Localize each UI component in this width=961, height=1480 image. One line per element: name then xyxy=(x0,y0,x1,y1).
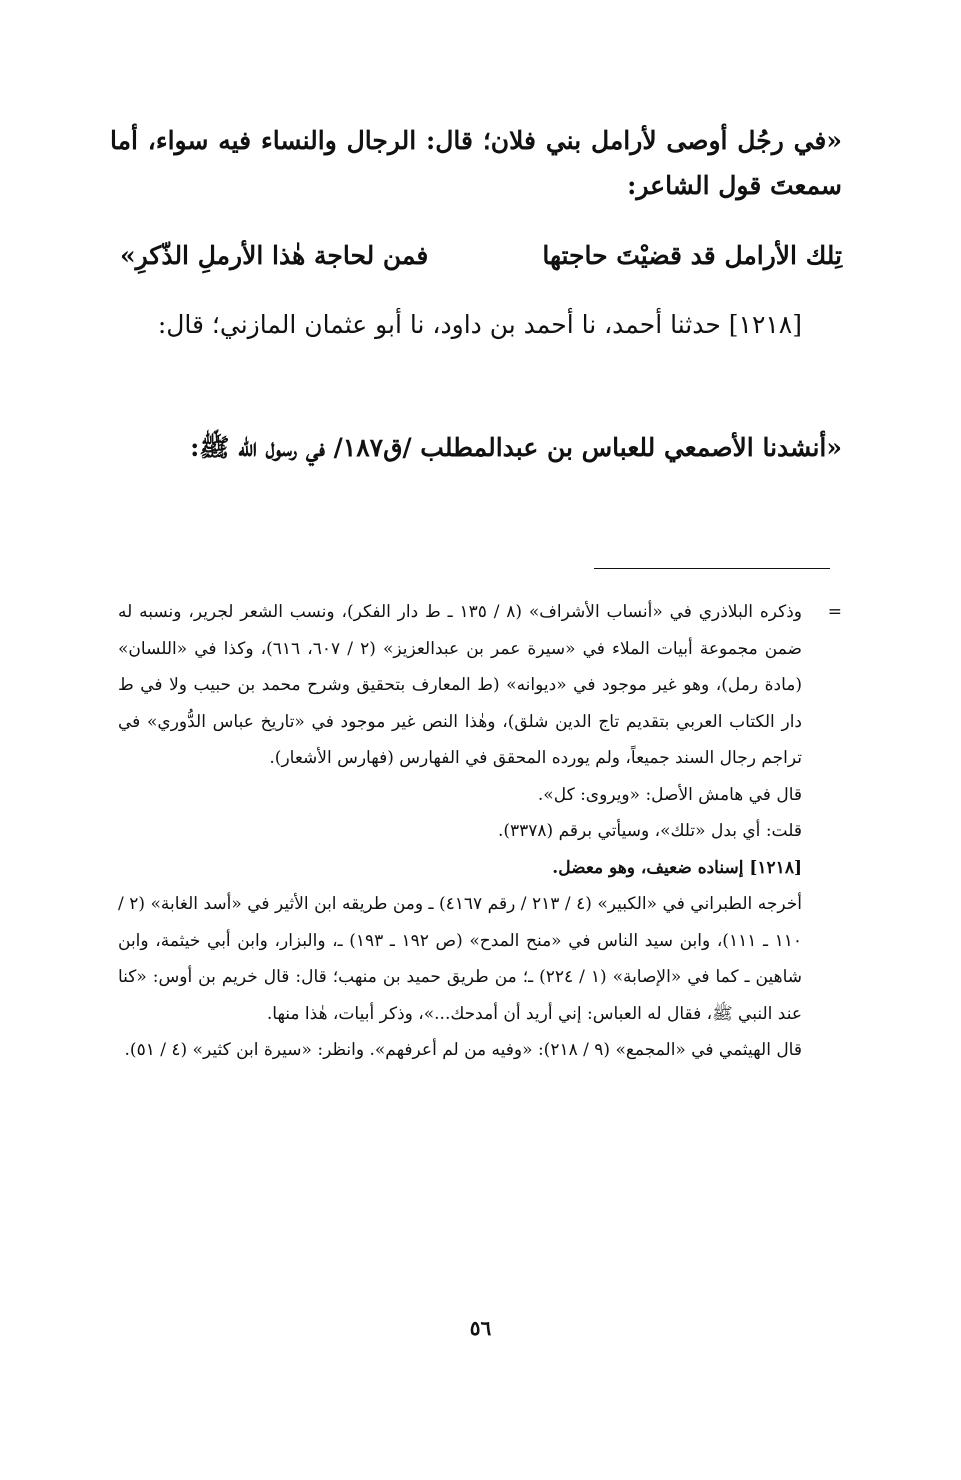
footnote-editor-note: قلت: أي بدل «تلك»، وسيأتي برقم (٣٣٧٨). xyxy=(497,821,802,841)
footnote-margin-note: قال في هامش الأصل: «ويروى: كل». xyxy=(537,784,802,805)
verse-first-hemistich: تِلك الأرامل قد قضيْتَ حاجتها xyxy=(542,241,842,270)
footnote-isnad-grade xyxy=(118,850,842,887)
footnote-text: وذكره البلاذري في «أنساب الأشراف» (٨ / ١٣٥ ـ ط دار الفكر)، ونسب الشعر لجرير، ونسبه له ضمن مجموعة أبيات الملاء في «سيرة عمر بن عبدالعزيز» (٢ / ٦٠٧، ٦١٦)، وكذا في «اللسان» (مادة رمل)، وهو غير موجود في «ديوانه» (ط المعارف بتحقيق وشرح محمد بن حبيب ولا في ط دار الكتاب العربي بتقديم تاج الدين شلق)، وهٰذا النص غير موجود في «تاريخ عباس الدُّوري» في تراجم رجال السند جميعاً، ولم يورده المحقق في الفهارس (فهارس الأشعار). xyxy=(118,602,802,768)
main-paragraph-3: «أنشدنا الأصمعي للعباس بن عبدالمطلب /ق١٨٧/ في رسول الله ﷺ: xyxy=(190,433,842,462)
continuation-mark: = xyxy=(827,602,842,622)
footnote-continuation xyxy=(118,594,842,777)
footnote-takhrij: أخرجه الطبراني في «الكبير» (٤ / ٢١٣ / رقم ٤١٦٧) ـ ومن طريقه ابن الأثير في «أسد الغابة» (٢ / ١١٠ ـ ١١١)، وابن سيد الناس في «منح المدح» (ص ١٩٢ ـ ١٩٣) ـ، والبزار، وابن أبي خيثمة، وابن شاهين ـ كما في «الإصابة» (١ / ٢٢٤) ـ؛ من طريق حميد بن منهب؛ قال: قال خريم بن أوس: «كنا عند النبي ﷺ، فقال له العباس: إني أريد أن أمدحك...»، وذكر أبيات، هٰذا منها. xyxy=(118,894,802,1024)
footnote-haythami: قال الهيثمي في «المجمع» (٩ / ٢١٨): «وفيه من لم أعرفهم». وانظر: «سيرة ابن كثير» (٤ / ٥١). xyxy=(124,1040,802,1060)
footnote-separator xyxy=(594,568,830,569)
page-number: ٥٦ xyxy=(469,1316,492,1340)
verse-second-hemistich: فمن لحاجة هٰذا الأرملِ الذّكرِ» xyxy=(120,241,429,270)
footnotes xyxy=(118,594,842,1069)
main-paragraph-2: [١٢١٨] حدثنا أحمد، نا أحمد بن داود، نا أبو عثمان المازني؛ قال: xyxy=(157,310,802,339)
main-paragraph-1: «في رجُل أوصى لأرامل بني فلان؛ قال: الرجال والنساء فيه سواء، أما سمعتَ قول الشاعر: xyxy=(110,126,842,200)
isnad-grade-text: [١٢١٨] إسناده ضعيف، وهو معضل. xyxy=(552,857,802,878)
